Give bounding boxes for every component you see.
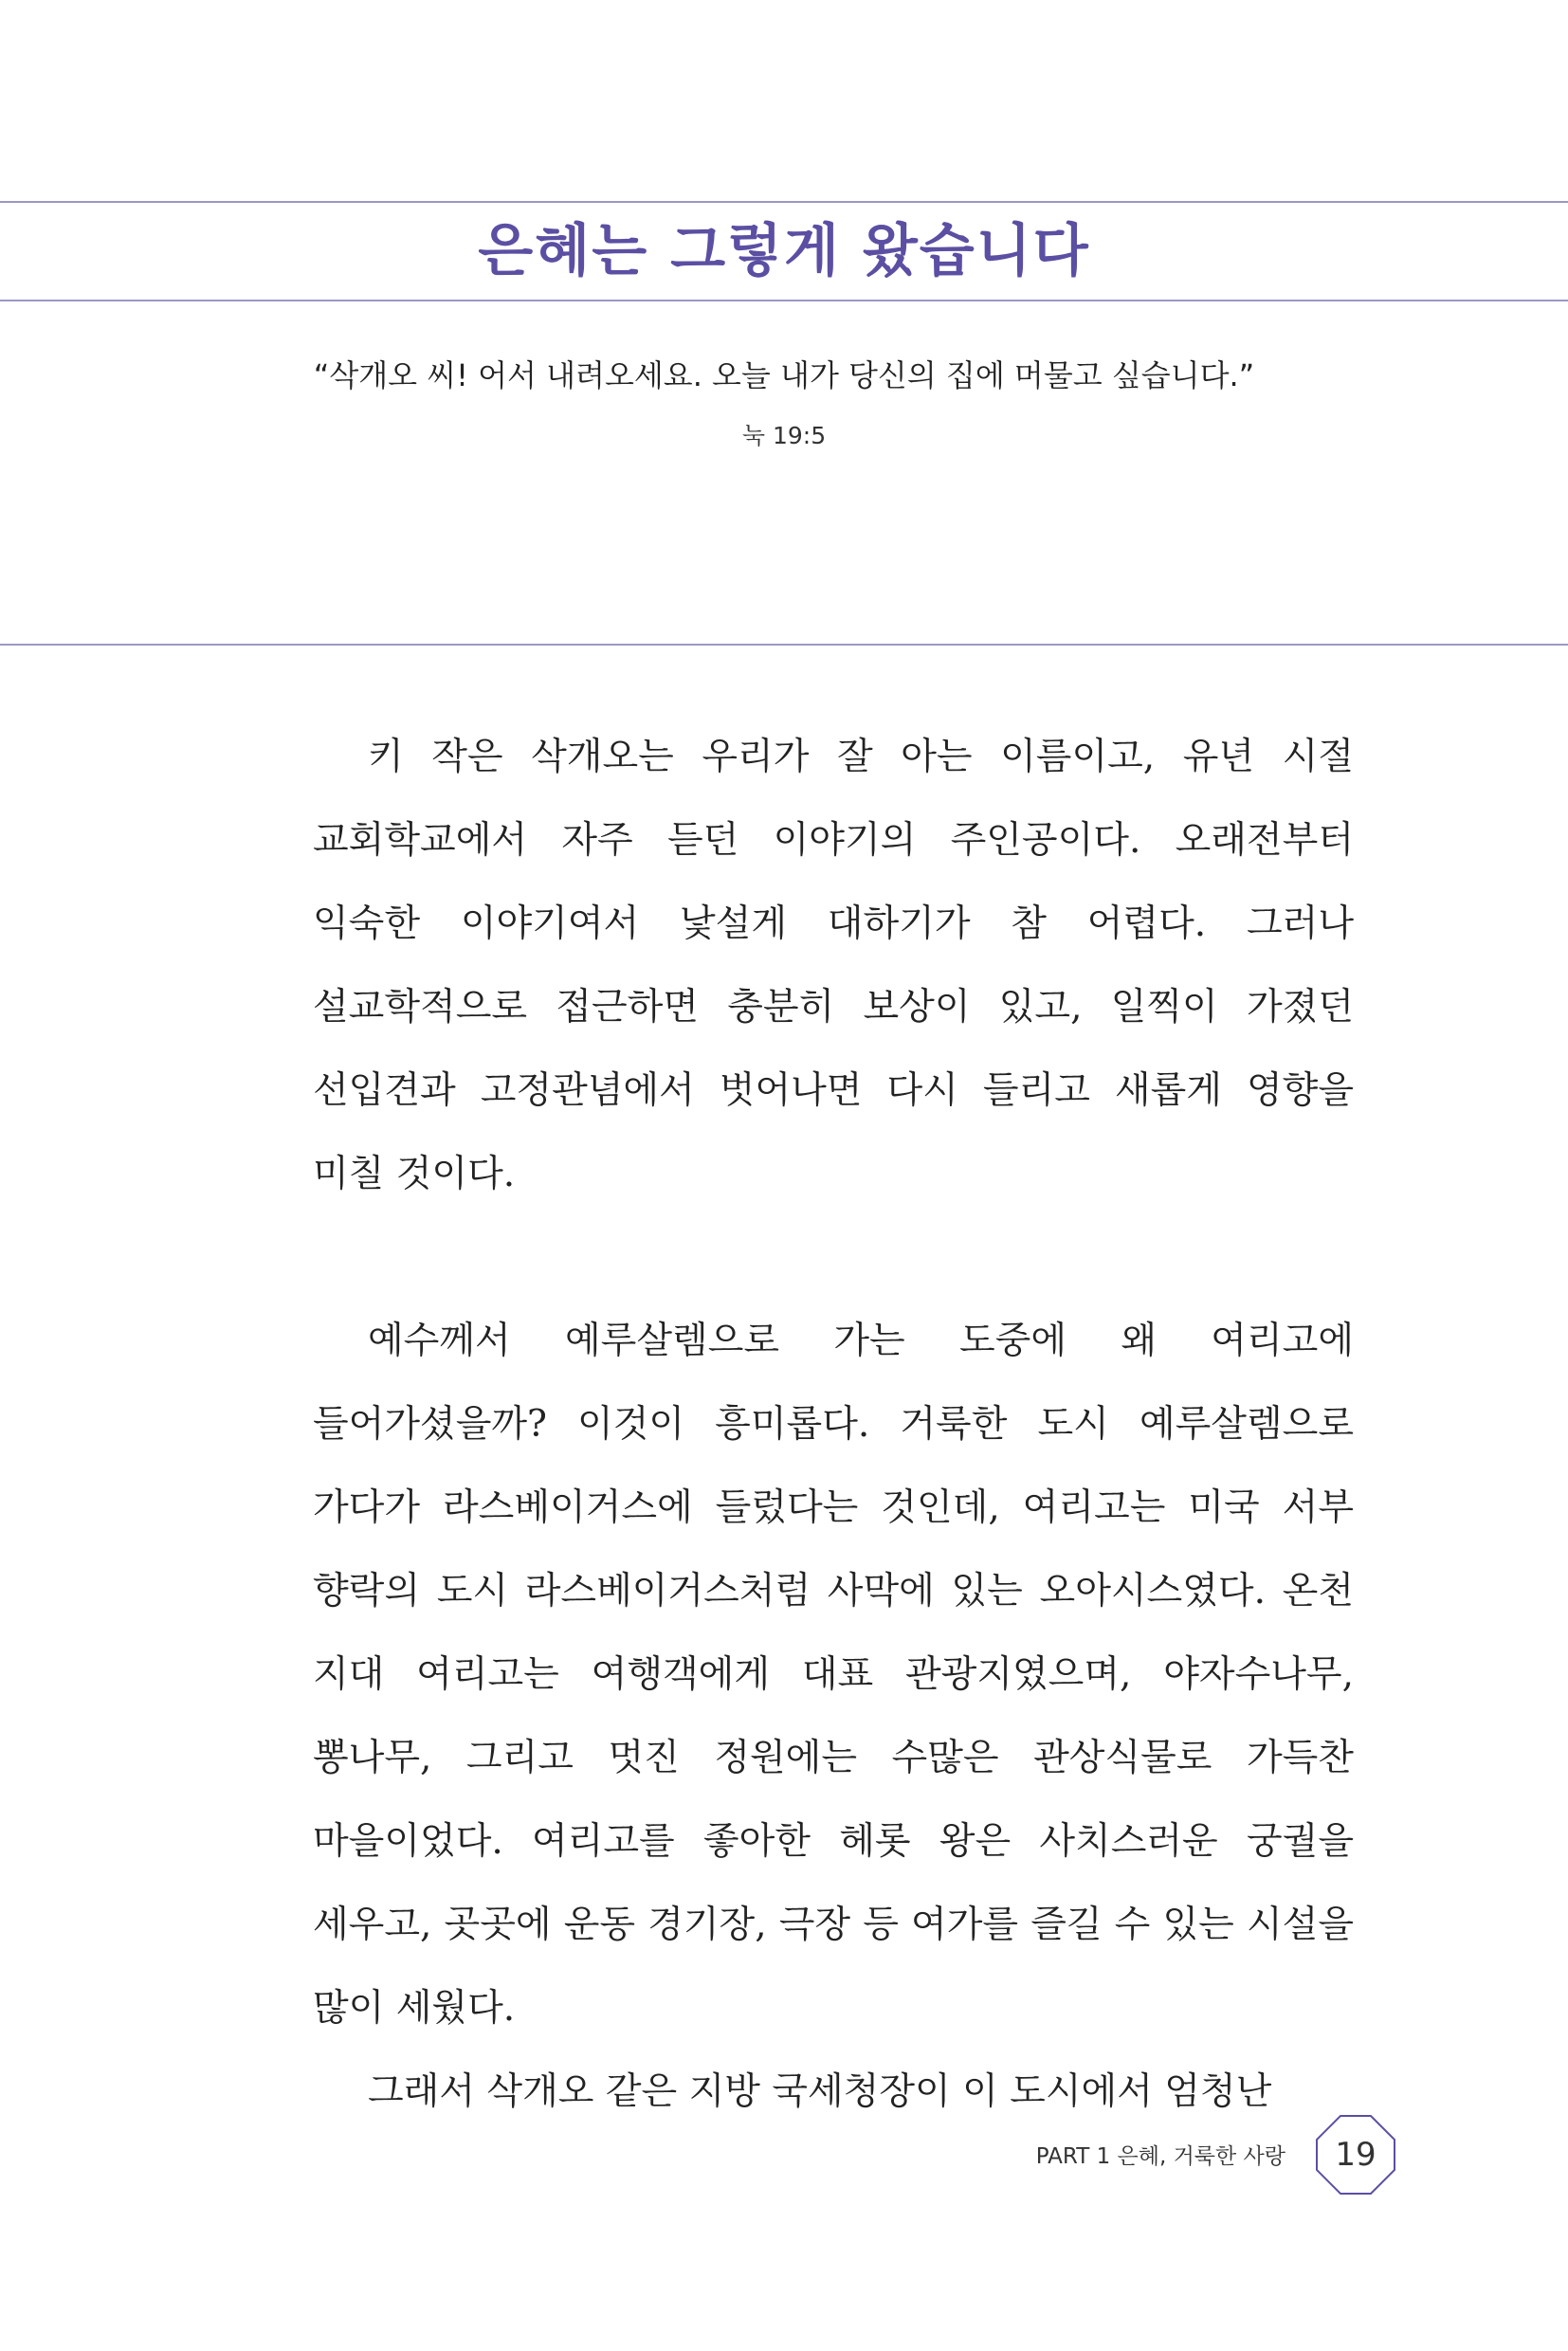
running-head: PART 1 은혜, 거룩한 사랑 <box>1035 2144 1285 2169</box>
body-paragraph: 그래서 삭개오 같은 지방 국세청장이 이 도시에서 엄청난 <box>368 2070 1272 2113</box>
title-top-rule <box>0 201 1568 203</box>
body-paragraph: 키 작은 삭개오는 우리가 잘 아는 이름이고, 유년 시절 교회학교에서 자주 듣던 이야기의 주인공이다. 오래전부터 익숙한 이야기여서 낯설게 대하기가 참 어렵다. 그러나 설교학적으로 접근하면 충분히 보상이 있고, 일찍이 가졌던 선입견과 고정관념에서 벗어나면 다시 들리고 새롭게 영향을 미칠 것이다. <box>313 736 1354 1195</box>
epigraph-quote: “삭개오 씨! 어서 내려오세요. 오늘 내가 당신의 집에 머물고 싶습니다.” <box>313 357 1255 393</box>
epigraph-reference: 눅 19:5 <box>741 422 827 449</box>
title-bottom-rule <box>0 300 1568 301</box>
body-paragraph: 예수께서 예루살렘으로 가는 도중에 왜 여리고에 들어가셨을까? 이것이 흥미롭다. 거룩한 도시 예루살렘으로 가다가 라스베이거스에 들렀다는 것인데, 여리고는 미국 서부 향락의 도시 라스베이거스처럼 사막에 있는 오아시스였다. 온천 지대 여리고는 여행객에게 대표 관광지였으며, 야자수나무, 뽕나무, 그리고 멋진 정원에는 수많은 관상식물로 가득찬 마을이었다. 여리고를 좋아한 헤롯 왕은 사치스러운 궁궐을 세우고, 곳곳에 운동 경기장, 극장 등 여가를 즐길 수 있는 시설을 많이 세웠다. <box>313 1320 1354 2030</box>
chapter-title: 은혜는 그렇게 왔습니다 <box>478 218 1090 284</box>
page-number: 19 <box>1335 2136 1377 2174</box>
section-divider-rule <box>0 644 1568 646</box>
page-number-badge <box>1315 2114 1396 2196</box>
body-text <box>313 716 1354 2134</box>
